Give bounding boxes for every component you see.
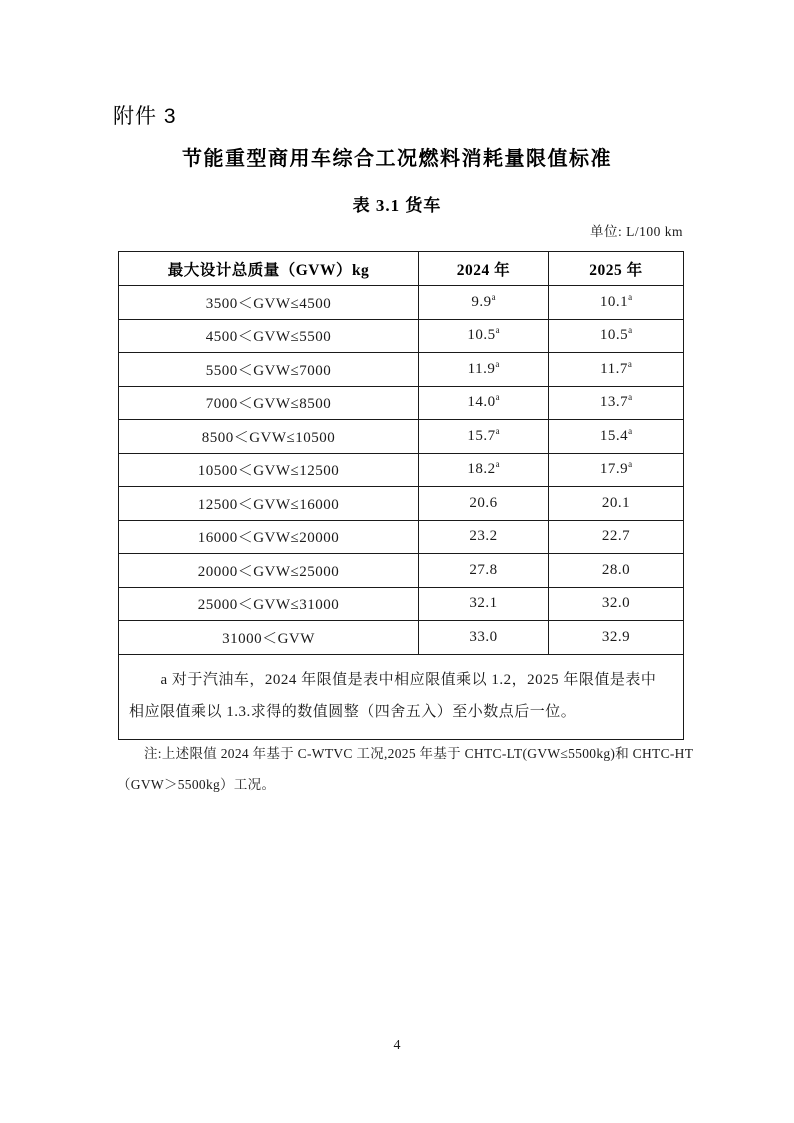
value-2025-cell: [549, 587, 684, 621]
range-cell: 16000＜GVW≤20000: [119, 520, 419, 554]
value-2025: 22.7: [601, 528, 631, 545]
footnote-line-2: 相应限值乘以 1.3.求得的数值圆整（四舍五入）至小数点后一位。: [129, 703, 577, 720]
value-2025: 15.4: [599, 427, 629, 444]
attachment-label: 附件 3: [113, 105, 177, 128]
value-2025-cell: [549, 554, 684, 588]
range-cell: 12500＜GVW≤16000: [119, 487, 419, 521]
value-2025: 13.7: [599, 394, 629, 411]
value-2024: 11.9: [467, 360, 496, 377]
value-2025: 10.5: [599, 327, 629, 344]
value-2025: 32.0: [601, 595, 631, 612]
range-cell: 31000＜GVW: [119, 621, 419, 655]
table-row: [119, 420, 684, 454]
range-cell: 4500＜GVW≤5500: [119, 319, 419, 353]
value-2025-cell: [549, 420, 684, 454]
footnote-marker: a: [628, 291, 633, 302]
table-footnote-row: [119, 654, 684, 739]
footnote-marker: a: [627, 358, 632, 369]
note-line-2: （GVW＞5500kg）工况。: [117, 777, 276, 792]
table-row: [119, 520, 684, 554]
range-cell: 25000＜GVW≤31000: [119, 587, 419, 621]
value-2024: 33.0: [469, 628, 498, 645]
doc-note: [117, 738, 695, 800]
value-2024-cell: [419, 453, 549, 487]
range-cell: 5500＜GVW≤7000: [119, 353, 419, 387]
footnote-marker: a: [495, 392, 500, 403]
value-2024-cell: [419, 487, 549, 521]
page-title: 节能重型商用车综合工况燃料消耗量限值标准: [182, 148, 612, 170]
value-2024: 18.2: [467, 461, 496, 478]
header-gvw: 最大设计总质量（GVW）kg: [119, 252, 419, 286]
table-row: [119, 487, 684, 521]
footnote-marker: a: [495, 459, 500, 470]
footnote-line-1: a 对于汽油车，2024 年限值是表中相应限值乘以 1.2，2025 年限值是表中: [160, 671, 657, 688]
value-2025: 10.1: [599, 293, 629, 310]
value-2025: 32.9: [601, 628, 631, 645]
value-2024: 20.6: [469, 494, 498, 511]
value-2025: 20.1: [601, 494, 631, 511]
table-row: [119, 554, 684, 588]
table-row: [119, 319, 684, 353]
value-2024-cell: [419, 621, 549, 655]
header-2024: 2024 年: [419, 252, 549, 286]
value-2025-cell: [549, 286, 684, 320]
footnote-marker: a: [495, 358, 500, 369]
table-caption: 表 3.1 货车: [352, 196, 442, 215]
fuel-limit-table: [118, 251, 684, 740]
value-2024-cell: [419, 587, 549, 621]
value-2024-cell: [419, 286, 549, 320]
value-2024: 27.8: [469, 561, 498, 578]
value-2024-cell: [419, 386, 549, 420]
value-2024-cell: [419, 319, 549, 353]
range-cell: 8500＜GVW≤10500: [119, 420, 419, 454]
value-2024-cell: [419, 520, 549, 554]
table-row: [119, 453, 684, 487]
value-2024: 23.2: [469, 528, 498, 545]
range-cell: 7000＜GVW≤8500: [119, 386, 419, 420]
note-line-1: 注:上述限值 2024 年基于 C-WTVC 工况,2025 年基于 CHTC-LT(GVW≤5500kg)和 CHTC-HT: [144, 746, 694, 761]
table-row: [119, 386, 684, 420]
value-2024-cell: [419, 353, 549, 387]
header-2025: 2025 年: [549, 252, 684, 286]
value-2024: 9.9: [471, 293, 492, 310]
footnote-marker: a: [628, 325, 633, 336]
footnote-marker: a: [628, 425, 633, 436]
value-2025-cell: [549, 520, 684, 554]
value-2025-cell: [549, 386, 684, 420]
value-2025-cell: [549, 319, 684, 353]
value-2024: 32.1: [469, 595, 498, 612]
value-2024-cell: [419, 554, 549, 588]
footnote-marker: a: [495, 325, 500, 336]
value-2024-cell: [419, 420, 549, 454]
range-cell: 3500＜GVW≤4500: [119, 286, 419, 320]
value-2025: 17.9: [599, 461, 629, 478]
value-2025: 11.7: [600, 360, 628, 377]
footnote-marker: a: [491, 291, 496, 302]
page-number: 4: [393, 1038, 401, 1053]
value-2025-cell: [549, 353, 684, 387]
table-row: [119, 286, 684, 320]
value-2025-cell: [549, 621, 684, 655]
table-footnote: [119, 654, 684, 739]
footnote-marker: a: [628, 459, 633, 470]
footnote-marker: a: [628, 392, 633, 403]
table-row: [119, 587, 684, 621]
value-2025: 28.0: [601, 561, 631, 578]
table-row: [119, 621, 684, 655]
unit-label: 单位: L/100 km: [590, 224, 683, 239]
range-cell: 10500＜GVW≤12500: [119, 453, 419, 487]
value-2025-cell: [549, 453, 684, 487]
table-row: [119, 353, 684, 387]
value-2025-cell: [549, 487, 684, 521]
footnote-marker: a: [495, 425, 500, 436]
value-2024: 15.7: [467, 427, 496, 444]
table-header-row: [119, 252, 684, 286]
range-cell: 20000＜GVW≤25000: [119, 554, 419, 588]
value-2024: 14.0: [467, 394, 496, 411]
value-2024: 10.5: [467, 327, 496, 344]
